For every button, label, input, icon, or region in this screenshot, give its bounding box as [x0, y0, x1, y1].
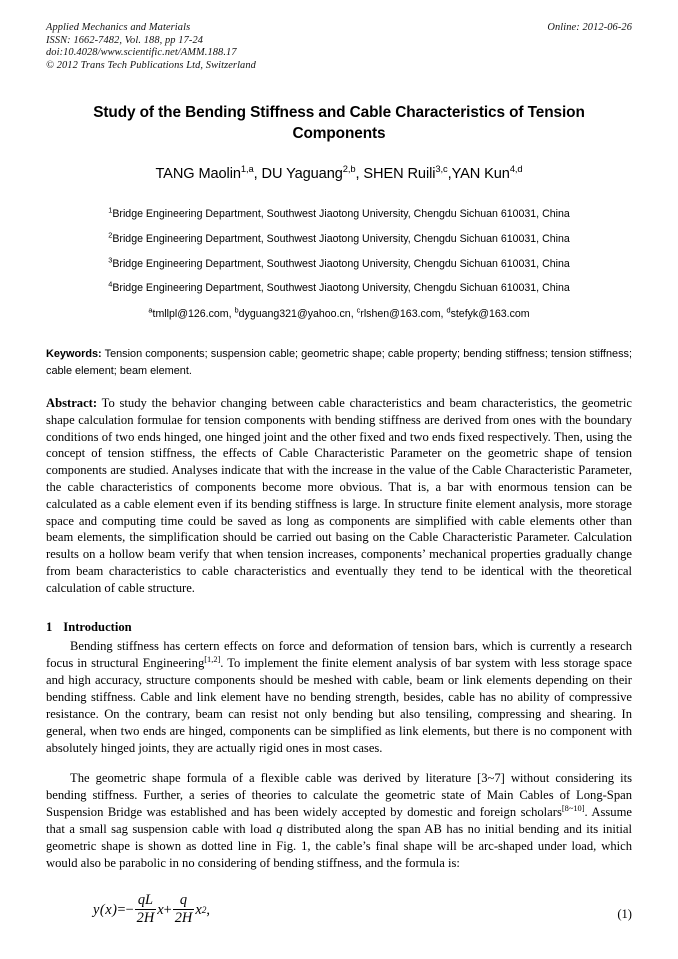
affiliation-marker: 1	[108, 205, 113, 215]
keywords-block	[46, 346, 632, 379]
page-title: Study of the Bending Stiffness and Cable Characteristics of Tension Components	[93, 104, 585, 143]
author-affiliation-marker: 2,b	[342, 163, 356, 175]
inline-variable: q	[276, 822, 283, 837]
equation-fraction-two	[173, 893, 195, 926]
equation-formula: y ( x ) = − $\frac{qL}{2H}$ x + $\frac{q}{2H}$ x 2 ,	[93, 892, 211, 927]
paragraph-text: . To implement the finite element analysis of bar system with less storage space and high accuracy, structure components should be meshed with cable, beam or link elements depending on their bending stiffness. Cable and link element have no bending strength, besides, cable has no ability of compressive resistance. On the contrary, beam can resist not only bending but also tensiling, compressing and shearing. In general, when two ends are hinged, components can be simplified as link elements, but there is no component with absolutely hinged joints, they are actually rigid ones in most cases.	[46, 655, 632, 756]
equation-lhs-function: y	[93, 902, 100, 919]
journal-name: Applied Mechanics and Materials	[46, 22, 191, 33]
author-affiliation-marker: 3,c	[435, 163, 448, 175]
author-entry	[363, 163, 452, 183]
equation-fraction-one	[135, 893, 157, 926]
affiliation-item	[46, 227, 632, 252]
author-name: DU Yaguang	[261, 166, 343, 183]
email-marker: d	[446, 305, 451, 315]
author-entry	[155, 163, 262, 183]
paragraph-text: Bending stiffness has certern effects on force and deformation of tension bars, which is currently a research focus in structural Engineering	[46, 638, 632, 670]
abstract-label: Abstract:	[46, 395, 98, 410]
fraction-denominator: 2H	[136, 910, 155, 927]
email-marker: a	[148, 305, 153, 315]
affiliation-item	[46, 202, 632, 227]
keywords-text: Tension components; suspension cable; geometric shape; cable property; bending stiffness; tension stiffness; cable element; beam element.	[46, 348, 632, 377]
section-number: 1	[46, 619, 53, 634]
author-affiliation-marker: 1,a	[240, 163, 254, 175]
author-name: YAN Kun	[451, 166, 510, 183]
affiliation-marker: 2	[108, 230, 113, 240]
email-address[interactable]: stefyk@163.com	[450, 307, 530, 320]
affiliation-text: Bridge Engineering Department, Southwest Jiaotong University, Chengdu Sichuan 610031, China	[112, 282, 570, 295]
keywords-label: Keywords:	[46, 348, 102, 361]
author-affiliation-marker: 4,d	[509, 163, 523, 175]
citation-reference[interactable]: [8~10]	[561, 803, 585, 813]
equation-plus-sign: +	[163, 902, 172, 919]
paragraph-text: . Assume that a small sag suspension cable with load	[46, 804, 632, 837]
section-title: Introduction	[63, 619, 132, 634]
fraction-numerator: q	[179, 892, 188, 909]
body-paragraph	[46, 638, 632, 758]
equation-equals-sign: =	[117, 902, 126, 919]
author-separator: ,	[447, 166, 452, 183]
fraction-numerator: qL	[137, 892, 154, 909]
equation-number: (1)	[617, 907, 632, 922]
equation-close-paren: )	[112, 902, 117, 919]
affiliation-item	[46, 276, 632, 301]
author-separator: ,	[253, 166, 262, 183]
affiliation-text: Bridge Engineering Department, Southwest Jiaotong University, Chengdu Sichuan 610031, China	[112, 208, 570, 221]
journal-header	[46, 22, 632, 72]
email-address[interactable]: tmllpl@126.com	[152, 307, 229, 320]
affiliation-item	[46, 252, 632, 277]
equation-term-x: x	[157, 902, 164, 919]
email-marker: c	[356, 305, 361, 315]
equation-row	[46, 894, 632, 938]
equation-minus-sign: −	[125, 902, 134, 919]
fraction-denominator: 2H	[174, 910, 193, 927]
email-separator: ,	[350, 307, 357, 320]
equation-trailing-comma: ,	[206, 902, 211, 919]
journal-doi: doi:10.4028/www.scientific.net/AMM.188.17	[46, 47, 237, 59]
affiliation-text: Bridge Engineering Department, Southwest Jiaotong University, Chengdu Sichuan 610031, China	[112, 232, 570, 245]
email-marker: b	[234, 305, 239, 315]
equation-open-paren: (	[99, 902, 105, 919]
email-address[interactable]: dyguang321@yahoo.cn	[238, 307, 351, 320]
author-separator: ,	[355, 166, 364, 183]
citation-reference[interactable]: [1,2]	[204, 654, 221, 664]
email-address[interactable]: rlshen@163.com	[360, 307, 441, 320]
equation-term-x-squared: x	[195, 902, 202, 919]
journal-issn: ISSN: 1662-7482, Vol. 188, pp 17-24	[46, 34, 204, 46]
author-entry	[451, 163, 523, 183]
journal-copyright: © 2012 Trans Tech Publications Ltd, Switzerland	[46, 59, 256, 71]
equation-lhs-variable: x	[105, 902, 112, 919]
author-list	[46, 165, 632, 183]
abstract-block	[46, 395, 632, 597]
author-name: TANG Maolin	[155, 166, 241, 183]
abstract-text: To study the behavior changing between cable characteristics and beam characteristics, the geometric shape calculation formulae for tension components with bending stiffness are derived from ones with the boundary conditions of two ends hinged, one hinged joint and the other fixed and two ends fixed respectively. Then, using the concept of tension stiffness, the effects of Cable Characteristic Parameter on the geometric shape of tension components are studied. Analyses indicate that with the increase in the value of the Cable Characteristic Parameter, the cable characteristics of components become more obvious. That is, a bar with enormous tension can be calculated as a cable element even if its bending stiffness is large. In structure finite element analysis, more storage space and computing time could be saved as long as components are simplified with cable elements other than beam elements, the simplification should be carried out basing on the Cable Characteristic Parameter. Calculation results on a hollow beam verify that when tension increases, components’ mechanical properties gradually change from beam characteristics to cable characteristics and eventually they tend to be identical with the theoretical calculation of cable structure.	[46, 395, 632, 595]
affiliation-marker: 3	[108, 255, 113, 265]
email-separator: ,	[228, 307, 235, 320]
email-list	[46, 302, 632, 327]
section-heading-introduction	[46, 619, 632, 636]
body-paragraph	[46, 770, 632, 873]
paragraph-text: The geometric shape formula of a flexible cable was derived by literature [3~7] without considering its bending stiffness. Further, a series of theories to calculate the geometric state of Main Cables of Long-Span Suspension Bridge was established and has been widely accepted by domestic and foreign scholars	[46, 770, 632, 819]
author-name: SHEN Ruili	[363, 166, 436, 183]
email-separator: ,	[440, 307, 447, 320]
affiliation-text: Bridge Engineering Department, Southwest Jiaotong University, Chengdu Sichuan 610031, China	[112, 257, 570, 270]
affiliation-marker: 4	[108, 279, 113, 289]
online-date: Online: 2012-06-26	[547, 22, 632, 33]
paragraph-text: distributed along the span AB has no initial bending and its initial geometric shape is shown as dotted line in Fig. 1, the cable’s final shape will be arc-shaped under load, which would also be parabolic in no considering of bending stiffness, and the formula is:	[46, 822, 632, 871]
affiliation-list	[46, 202, 632, 326]
author-entry	[261, 163, 364, 183]
